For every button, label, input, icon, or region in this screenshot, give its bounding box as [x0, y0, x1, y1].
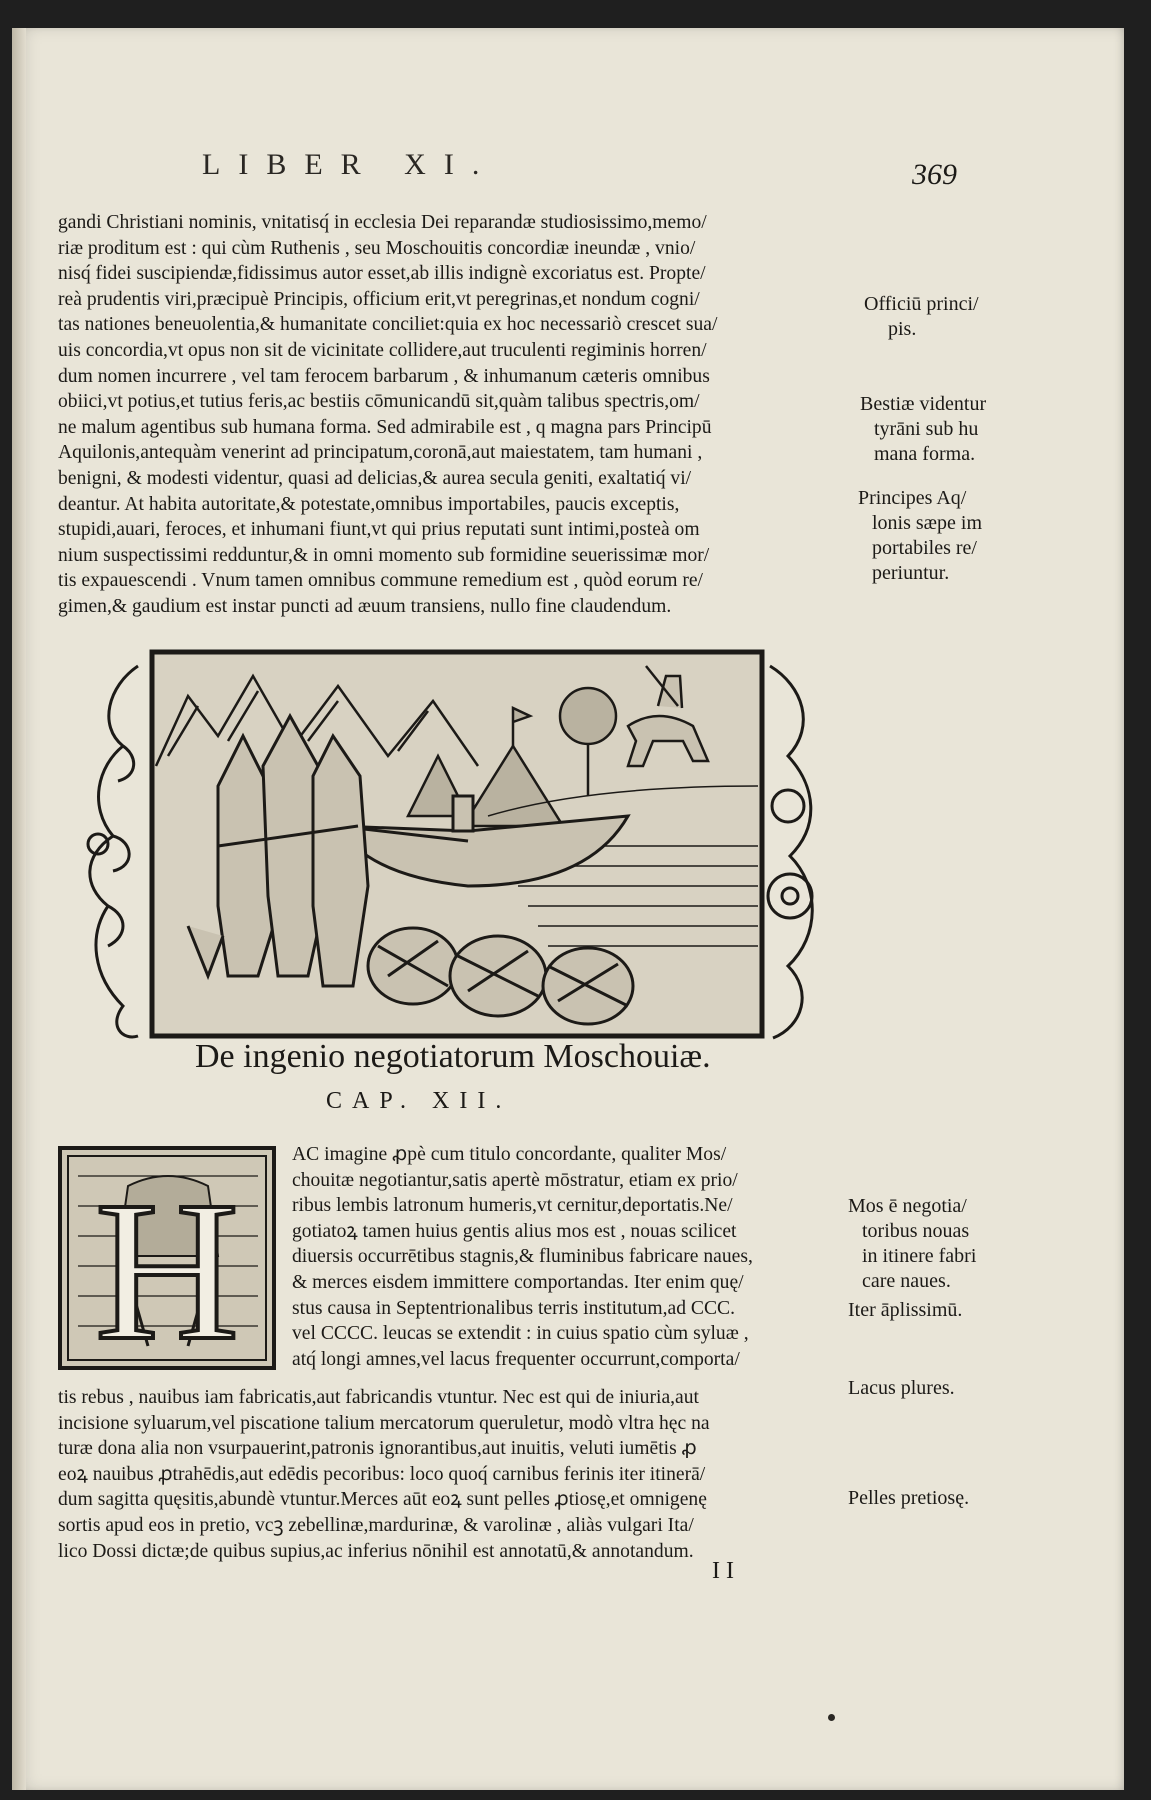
margin-note-line: Officiū princi/ [864, 293, 979, 315]
text-line: gotiatoꝝ tamen huius gentis alius mos est , nouas scilicet [292, 1220, 737, 1242]
catchword: II [712, 1558, 740, 1584]
page-number: 369 [912, 158, 957, 191]
text-line: tis expauescendi . Vnum tamen omnibus commune remedium est , quòd eorum re/ [58, 570, 704, 592]
text-line: Aquilonis,antequàm venerint ad principatum,coronā,aut maiestatem, tam humani , [58, 442, 703, 464]
margin-note-bestiae [860, 392, 986, 467]
margin-note-line: care naues. [862, 1270, 951, 1292]
text-line: gimen,& gaudium est instar puncti ad æuum transiens, nullo fine claudendum. [58, 595, 672, 617]
text-line: chouitæ negotiantur,satis apertè mōstratur, etiam ex prio/ [292, 1169, 738, 1191]
margin-note-line: lonis sæpe im [872, 512, 983, 534]
margin-note-principes [858, 486, 982, 586]
text-line: lico Dossi dictæ;de quibus supius,ac inferius nōnihil est annotatū,& annotandum. [58, 1540, 694, 1562]
decorated-initial-svg [58, 1146, 276, 1370]
text-line: gandi Christiani nominis, vnitatisq́ in ecclesia Dei reparandæ studiosissimo,memo/ [58, 212, 707, 233]
book-page [12, 28, 1124, 1790]
margin-note-line: Lacus plures. [848, 1377, 955, 1399]
text-line: obiici,vt potius,et tutius feris,ac bestiis cōmunicandū sit,quàm talibus spectris,om/ [58, 391, 700, 413]
decorated-initial [58, 1146, 276, 1370]
margin-note-line: Bestiæ videntur [860, 393, 987, 415]
chapter-title: De ingenio negotiatorum Moschouiæ. [195, 1038, 711, 1075]
margin-note-line: pis. [888, 318, 917, 340]
text-line: deantur. At habita autoritate,& potestate,omnibus importabiles, paucis exceptis, [58, 493, 680, 515]
chapter-number: CAP. XII. [326, 1088, 512, 1114]
woodcut-illustration [68, 646, 848, 1046]
margin-note-iter [848, 1298, 962, 1323]
margin-note-line: toribus nouas [862, 1220, 970, 1242]
initial-letter: H [94, 1161, 240, 1370]
running-head: LIBER XI. [202, 148, 498, 181]
text-line: diuersis occurrētibus stagnis,& fluminibus fabricare naues, [292, 1246, 753, 1268]
text-line: dum sagitta quęsitis,abundè vtuntur.Merces aūt eoꝝ sunt pelles ꝓtiosę,et omnigenę [58, 1489, 707, 1511]
margin-note-pelles [848, 1486, 969, 1511]
text-line: tis rebus , nauibus iam fabricatis,aut fabricandis vtuntur. Nec est qui de iniuria,aut [58, 1387, 699, 1408]
margin-note-line: portabiles re/ [872, 537, 977, 559]
margin-note-line: periuntur. [872, 562, 950, 584]
text-line: incisione syluarum,vel piscatione talium mercatorum queruletur, modò vltra hęc na [58, 1412, 710, 1434]
margin-note-line: Iter āplissimū. [848, 1299, 963, 1321]
body-text-below-initial [58, 1385, 858, 1564]
text-line: dum nomen incurrere , vel tam ferocem barbarum , & inhumanum cæteris omnibus [58, 365, 710, 387]
margin-note-line: Pelles pretiosę. [848, 1487, 970, 1509]
margin-note-line: tyrāni sub hu [874, 418, 979, 440]
margin-note-line: Mos ē negotia/ [848, 1195, 967, 1217]
ornamental-border-right [768, 666, 812, 1038]
body-text-beside-initial [292, 1142, 852, 1372]
margin-note-officium [864, 292, 979, 342]
text-line: ne malum agentibus sub humana forma. Sed admirabile est , q magna pars Principū [58, 416, 712, 438]
text-line: AC imagine ꝓpè cum titulo concordante, qualiter Mos/ [292, 1144, 727, 1165]
text-line: riæ proditum est : qui cùm Ruthenis , seu Moschouitis concordiæ ineundæ , vnio/ [58, 237, 696, 259]
margin-note-line: Principes Aq/ [858, 487, 967, 509]
text-line: ribus lembis latronum humeris,vt cernitur,deportatis.Ne/ [292, 1195, 733, 1217]
ink-speck [828, 1714, 835, 1721]
ornamental-border-left [88, 666, 138, 1037]
page-gutter-shadow [12, 28, 26, 1790]
text-line: & merces eisdem immittere comportandas. Iter enim quę/ [292, 1271, 744, 1293]
margin-note-lacus [848, 1376, 955, 1401]
text-line: benigni, & modesti videntur, quasi ad delicias,& aurea secula geniti, exaltatiq́ vi/ [58, 467, 692, 489]
text-line: stupidi,auari, feroces, et inhumani fiunt,vt qui prius reputati sunt intimi,posteà om [58, 519, 700, 541]
text-line: uis concordia,vt opus non sit de vicinitate collidere,aut truculenti regiminis horren/ [58, 339, 707, 361]
margin-note-line: mana forma. [874, 443, 976, 465]
text-line: atq́ longi amnes,vel lacus frequenter occurrunt,comporta/ [292, 1348, 740, 1370]
text-line: tas nationes beneuolentia,& humanitate conciliet:quia ex hoc necessariò crescet sua/ [58, 314, 718, 336]
text-line: reà prudentis viri,præcipuè Principis, officium erit,vt peregrinas,et nondum cogni/ [58, 288, 700, 310]
text-line: nisq́ fidei suscipiendæ,fidissimus autor esset,ab illis indignè excoriatus est. Propte/ [58, 263, 706, 285]
text-line: nium suspectissimi redduntur,& in omni momento sub formidine seuerissimæ mor/ [58, 544, 710, 566]
text-line: sortis apud eos in pretio, vcꝫ zebellinæ,mardurinæ, & varolinæ , aliàs vulgari Ita/ [58, 1514, 694, 1536]
margin-note-line: in itinere fabri [862, 1245, 977, 1267]
text-line: eoꝝ nauibus ꝓtrahēdis,aut edēdis pecoribus: loco quoq́ carnibus ferinis iter itinerā/ [58, 1463, 706, 1485]
body-text-top [58, 210, 858, 620]
text-line: stus causa in Septentrionalibus terris institutum,ad CCC. [292, 1297, 736, 1319]
margin-note-mos [848, 1194, 976, 1294]
text-line: vel CCCC. leucas se extendit : in cuius spatio cùm syluæ , [292, 1323, 749, 1345]
text-line: turæ dona alia non vsurpauerint,patronis ignorantibus,aut inuitis, veluti iumētis ꝓ [58, 1438, 697, 1460]
woodcut-svg [68, 646, 848, 1046]
